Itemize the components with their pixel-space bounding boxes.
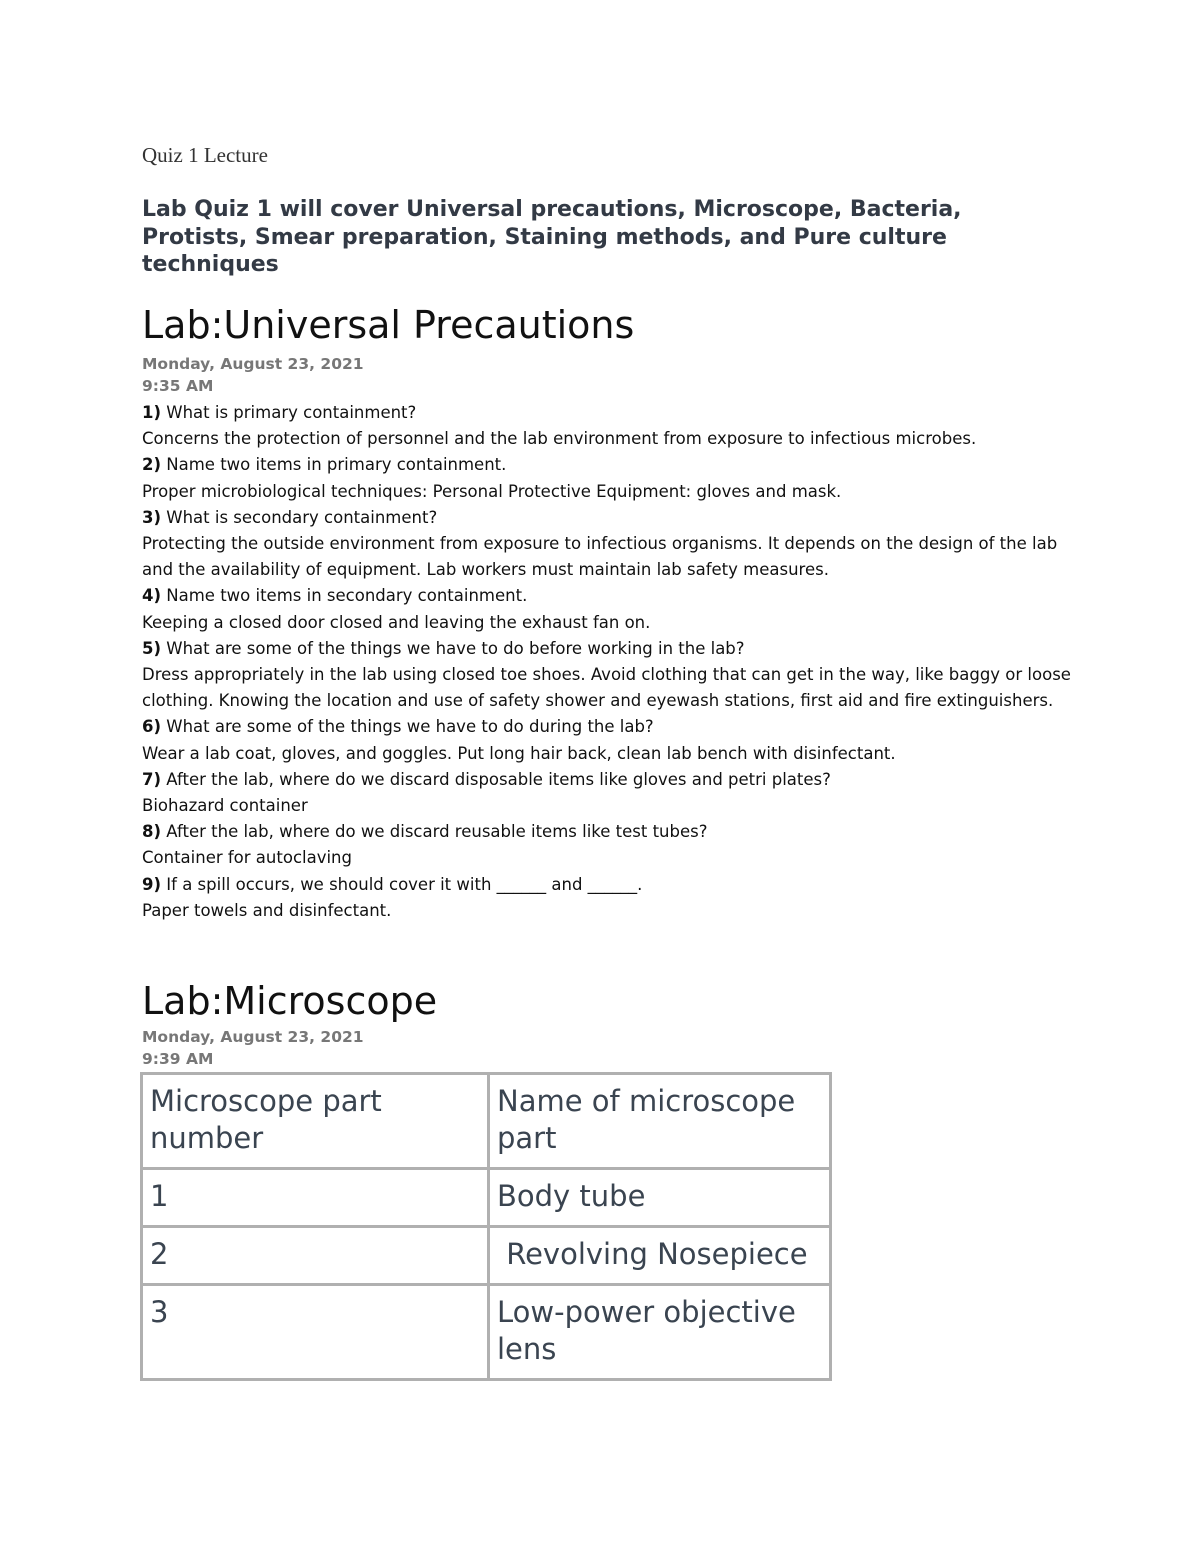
- table-row: [142, 1169, 831, 1227]
- question-text: What are some of the things we have to do before working in the lab?: [166, 638, 745, 658]
- question-number: 2): [142, 455, 162, 475]
- question-number: 1): [142, 403, 162, 422]
- microscope-heading: Lab:Microscope: [142, 979, 438, 1023]
- quiz-coverage-note: Lab Quiz 1 will cover Universal precautions, Microscope, Bacteria, Protists, Smear preparation, Staining methods, and Pure culture techniques: [142, 197, 962, 277]
- question-text: If a spill occurs, we should cover it with ______ and ______.: [166, 874, 643, 894]
- question-number: 6): [142, 717, 162, 737]
- table-row: [142, 1227, 831, 1285]
- answer: Container for autoclaving: [142, 848, 352, 868]
- table-cell: Revolving Nosepiece: [489, 1227, 831, 1285]
- answer: Biohazard container: [142, 796, 308, 816]
- question: [142, 505, 1072, 531]
- answer: Wear a lab coat, gloves, and goggles. Put long hair back, clean lab bench with disinfectant.: [142, 743, 896, 763]
- table-cell: 2: [142, 1227, 489, 1285]
- answer: Protecting the outside environment from exposure to infectious organisms. It depends on the design of the lab and the availability of equipment. Lab workers must maintain lab safety measures.: [142, 534, 1058, 580]
- answer: Paper towels and disinfectant.: [142, 900, 392, 920]
- microscope-date: Monday, August 23, 2021: [142, 1028, 364, 1046]
- table-cell: Low-power objective lens: [489, 1285, 831, 1380]
- question: [142, 400, 1072, 426]
- table-header-row: [142, 1074, 831, 1169]
- question-text: After the lab, where do we discard disposable items like gloves and petri plates?: [166, 769, 831, 789]
- table-cell: Body tube: [489, 1169, 831, 1227]
- question: [142, 636, 1072, 662]
- question: [142, 767, 1072, 793]
- table-cell: 3: [142, 1285, 489, 1380]
- question-number: 7): [142, 769, 162, 789]
- question: [142, 714, 1072, 740]
- universal-time: 9:35 AM: [142, 377, 214, 395]
- question: [142, 583, 1072, 609]
- universal-precautions-heading: Lab:Universal Precautions: [142, 303, 635, 347]
- question-answer-list: [142, 400, 1072, 924]
- question-number: 9): [142, 874, 162, 894]
- answer: Keeping a closed door closed and leaving the exhaust fan on.: [142, 612, 651, 632]
- question-text: What are some of the things we have to do during the lab?: [166, 717, 654, 737]
- question-number: 8): [142, 822, 162, 842]
- document-title: Quiz 1 Lecture: [142, 143, 268, 167]
- answer: Proper microbiological techniques: Personal Protective Equipment: gloves and mask.: [142, 481, 842, 501]
- question-text: Name two items in primary containment.: [166, 455, 507, 475]
- question: [142, 819, 1072, 845]
- microscope-time: 9:39 AM: [142, 1050, 214, 1068]
- question: [142, 452, 1072, 478]
- question-text: What is secondary containment?: [166, 507, 438, 527]
- table-row: [142, 1285, 831, 1380]
- question-text: After the lab, where do we discard reusable items like test tubes?: [166, 822, 708, 842]
- answer: Dress appropriately in the lab using closed toe shoes. Avoid clothing that can get in the way, like baggy or loose clothing. Knowing the location and use of safety shower and eyewash stations, first aid and fire extinguishers.: [142, 665, 1071, 711]
- question-number: 3): [142, 507, 162, 527]
- question-number: 5): [142, 638, 162, 658]
- question-text: What is primary containment?: [166, 403, 417, 422]
- table-header-cell: Name of microscope part: [489, 1074, 831, 1169]
- table-cell: 1: [142, 1169, 489, 1227]
- microscope-parts-table: [140, 1072, 832, 1381]
- question-text: Name two items in secondary containment.: [166, 586, 528, 606]
- universal-date: Monday, August 23, 2021: [142, 355, 364, 373]
- question: [142, 872, 1072, 898]
- table-header-cell: Microscope part number: [142, 1074, 489, 1169]
- answer: Concerns the protection of personnel and the lab environment from exposure to infectious microbes.: [142, 429, 977, 449]
- question-number: 4): [142, 586, 162, 606]
